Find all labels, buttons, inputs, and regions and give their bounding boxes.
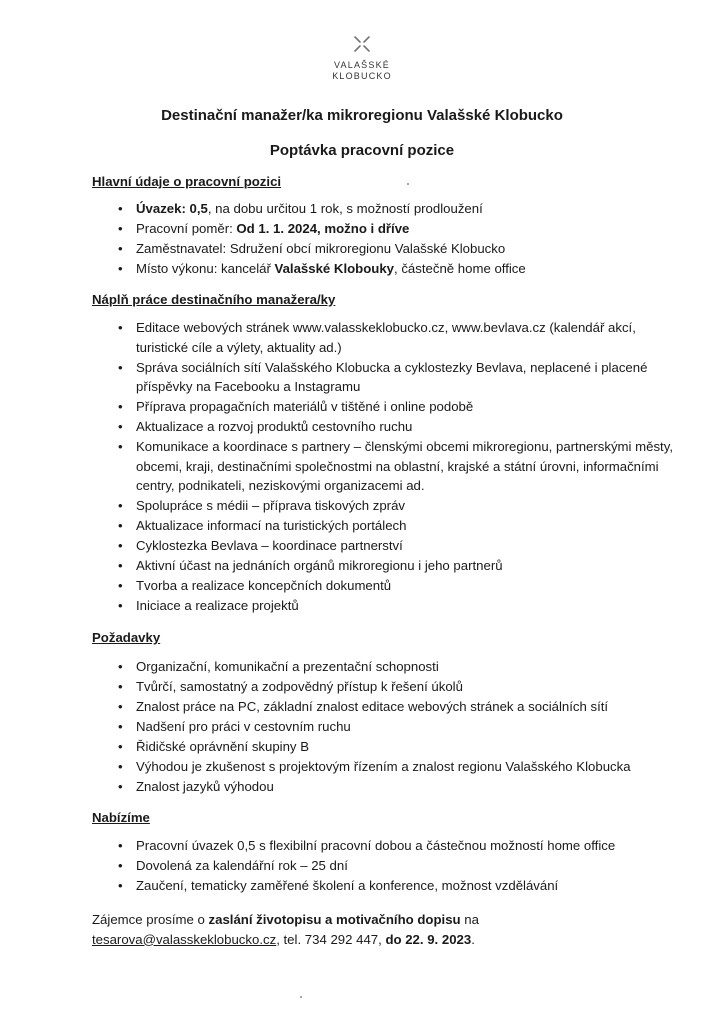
list-item: • Pracovní úvazek 0,5 s flexibilní pracovní dobou a částečnou možností home office bbox=[118, 836, 678, 856]
section-title-offer: Nabízíme bbox=[92, 810, 150, 825]
section-title-main-info: Hlavní údaje o pracovní pozici bbox=[92, 174, 282, 189]
list-item: • Místo výkonu: kancelář Valašské Klobouky, částečně home office bbox=[118, 259, 678, 279]
list-item: • Správa sociálních sítí Valašského Klobucka a cyklostezky Bevlava, neplacené i placené příspěvky na Facebooku a Instagramu bbox=[118, 358, 678, 397]
list-item: • Iniciace a realizace projektů bbox=[118, 596, 678, 616]
list-item: • Aktualizace a rozvoj produktů cestovního ruchu bbox=[118, 417, 678, 437]
list-item: • Nadšení pro práci v cestovním ruchu bbox=[118, 717, 678, 737]
list-item: • Příprava propagačních materiálů v tištěné i online podobě bbox=[118, 397, 678, 417]
list-item: • Zaměstnavatel: Sdružení obcí mikroregionu Valašské Klobucko bbox=[118, 239, 678, 259]
list-item: • Editace webových stránek www.valasskeklobucko.cz, www.bevlava.cz (kalendář akcí, turistické cíle a výlety, aktuality ad.) bbox=[118, 318, 678, 357]
list-item: • Spolupráce s médii – příprava tiskových zpráv bbox=[118, 496, 678, 516]
scan-speck bbox=[300, 996, 302, 998]
star-cross-icon bbox=[352, 34, 372, 54]
list-item: • Dovolená za kalendářní rok – 25 dní bbox=[118, 856, 678, 876]
section-title-requirements: Požadavky bbox=[92, 630, 161, 645]
main-info-list bbox=[118, 199, 678, 279]
list-item: • Komunikace a koordinace s partnery – členskými obcemi mikroregionu, partnerskými městy, obcemi, kraji, destinačními společnostmi na oblastní, krajské a státní úrovni, informačními centry, podnikateli, neziskovými organizacemi ad. bbox=[118, 437, 678, 496]
closing-paragraph: Zájemce prosíme o zaslání životopisu a motivačního dopisu na tesarova@valasskeklobucko.cz, tel. 734 292 447, do 22. 9. 2023. bbox=[92, 912, 479, 947]
section-title-duties: Náplň práce destinačního manažera/ky bbox=[92, 292, 336, 307]
offer-list bbox=[118, 836, 678, 896]
duties-list bbox=[118, 318, 678, 616]
requirements-list bbox=[118, 657, 678, 797]
list-item: • Aktualizace informací na turistických portálech bbox=[118, 516, 678, 536]
list-item: • Tvůrčí, samostatný a zodpovědný přístup k řešení úkolů bbox=[118, 677, 678, 697]
list-item: • Organizační, komunikační a prezentační schopnosti bbox=[118, 657, 678, 677]
logo bbox=[0, 34, 724, 82]
scan-speck bbox=[407, 183, 409, 185]
list-item: • Zaučení, tematicky zaměřené školení a konference, možnost vzdělávání bbox=[118, 876, 678, 896]
list-item: • Cyklostezka Bevlava – koordinace partnerství bbox=[118, 536, 678, 556]
logo-text-line-2: KLOBUCKO bbox=[332, 71, 392, 81]
list-item: • Znalost práce na PC, základní znalost editace webových stránek a sociálních sítí bbox=[118, 697, 678, 717]
logo-text-line-1: VALAŠSKÉ bbox=[334, 60, 390, 70]
list-item: • Pracovní poměr: Od 1. 1. 2024, možno i dříve bbox=[118, 219, 678, 239]
list-item: • Výhodou je zkušenost s projektovým řízením a znalost regionu Valašského Klobucka bbox=[118, 757, 678, 777]
list-item: • Úvazek: 0,5, na dobu určitou 1 rok, s možností prodloužení bbox=[118, 199, 678, 219]
list-item: • Znalost jazyků výhodou bbox=[118, 777, 678, 797]
list-item: • Řidičské oprávnění skupiny B bbox=[118, 737, 678, 757]
list-item: • Tvorba a realizace koncepčních dokumentů bbox=[118, 576, 678, 596]
list-item: • Aktivní účast na jednáních orgánů mikroregionu i jeho partnerů bbox=[118, 556, 678, 576]
document-subtitle: Poptávka pracovní pozice bbox=[269, 142, 455, 159]
document-title: Destinační manažer/ka mikroregionu Valašské Klobucko bbox=[161, 107, 563, 124]
email-link[interactable]: tesarova@valasskeklobucko.cz bbox=[92, 931, 277, 947]
